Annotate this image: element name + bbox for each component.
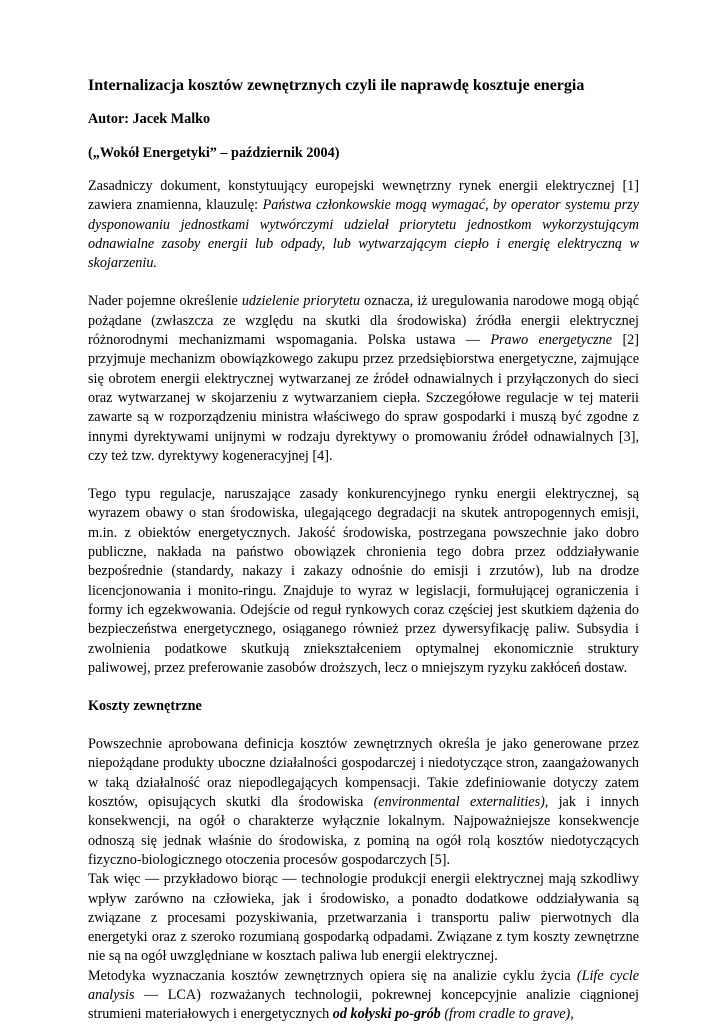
environmental-externalities-term: (environmental externalities),	[373, 794, 549, 811]
paragraph-intro-text: Zasadniczy dokument, konstytuujący europejski wewnętrzny rynek energii elektrycznej [1] zawiera znamienna, klauzulę:	[88, 178, 639, 214]
paragraph-priority-text-1: Nader pojemne określenie	[88, 293, 242, 310]
life-cycle-term: (Life cycle analysis	[88, 967, 639, 1003]
paragraph-priority	[88, 292, 639, 466]
paragraph-priority-text-2: oznacza, iż uregulowania narodowe mogą objąć pożądane (zwłaszcza ze względu na skutki dla środowiska) źródła energii elektrycznej różnorodnymi mechanizmami wspomagania. Polska ustawa —	[88, 293, 639, 349]
document-title: Internalizacja kosztów zewnętrznych czyli ile naprawdę kosztuje energia	[88, 77, 585, 94]
paragraph-methodology	[88, 967, 639, 1025]
paragraph-definition-text-2: jak i innych konsekwencji, na ogół o charakterze wyłącznie lokalnym. Najpoważniejsze konsekwencje odnoszą się jednak właśnie do środowiska, z pominą na ogół rolą kosztów niedotyczących fizyczno-biologicznego otoczenia procesów gospodarczych [5].	[88, 794, 639, 868]
author-line: Autor: Jacek Malko	[88, 111, 211, 127]
paragraph-technologies: Tak więc — przykładowo biorąc — technologie produkcji energii elektrycznej mają szkodliwy wpływ zarówno na człowieka, jak i środowisko, a ponadto dodatkowe oddziaływania są związane z procesami pozyskiwania, przetwarzania i transportu paliw pierwotnych dla energetyki oraz z szeroko rozumianą gospodarką odpadami. Związane z tym koszty zewnętrzne nie są na ogół uwzględniane w kosztach paliwa lub energii elektrycznej.	[88, 871, 639, 965]
paragraph-regulations: Tego typu regulacje, naruszające zasady konkurencyjnego rynku energii elektrycznej, są wyrazem obawy o stan środowiska, ulegającego degradacji na skutek antropogennych emisji, m.in. z obiektów energetycznych. Jakość środowiska, postrzegana powszechnie jako dobro publiczne, nakłada na państwo obowiązek chronienia tego dobra przez oddziaływanie bezpośrednie (standardy, nakazy i zakazy odnośnie do emisji i zrzutów), lub na drodze licencjonowania i monito-ringu. Znajduje to wyraz w legislacji, formułującej ograniczenia i formy ich egzekwowania. Odejście od reguł rynkowych coraz częściej jest skutkiem dążenia do bezpieczeństwa energetycznego, osiąganego również przez dywersyfikację paliw. Subsydia i zwolnienia podatkowe skutkują zniekształceniem optymalnej ekonomicznie struktury paliwowej, przez preferowanie zasobów droższych, lecz o mniejszym ryzyku zakłóceń dostaw.	[88, 486, 639, 676]
paragraph-priority-text-3: [2] przyjmuje mechanizm obowiązkowego zakupu przez przedsiębiorstwa energetyczne, zajmujące się obrotem energii elektrycznej wytwarzanej ze źródeł odnawialnych i przyłączonych do sieci oraz wytwarzanej w skojarzeniu z wytwarzaniem ciepła. Szczegółowe regulacje w tej materii zawarte są w rozporządzeniu ministra właściwego do spraw gospodarki i muszą być zgodne z innymi dyrektywami unijnymi w rodzaju dyrektywy o promowaniu źródeł odnawialnych [3], czy też tzw. dyrektywy kogeneracyjnej [4].	[88, 332, 640, 464]
paragraph-intro	[88, 177, 639, 273]
priority-term: udzielenie priorytetu	[241, 293, 361, 310]
source-line: („Wokół Energetyki” – październik 2004)	[88, 145, 340, 161]
paragraph-definition-text-1: Powszechnie aprobowana definicja kosztów zewnętrznych określa je jako generowane przez niepożądane produkty uboczne działalności gospodarczej i niedotyczące stron, zaangażowanych w taką działalność oraz niepodlegających kompensacji. Takie zdefiniowanie dotyczy zatem kosztów, opisujących skutki dla środowiska	[88, 736, 639, 811]
paragraph-intro-quote: Państwa członkowskie mogą wymagać, by operator systemu przy dysponowaniu jednostkami wytwórczymi udzielał priorytetu jednostkom wykorzystującym odnawialne zasoby energii lub odpady, lub wytwarzającym ciepło i energię elektryczną w skojarzeniu.	[88, 197, 639, 272]
energy-law-title: Prawo energetyczne	[490, 332, 613, 349]
paragraph-methodology-text-1: Metodyka wyznaczania kosztów zewnętrznych opiera się na analizie cyklu życia	[88, 967, 577, 984]
section-heading: Koszty zewnętrzne	[88, 698, 202, 715]
paragraph-methodology-text-2: — LCA) rozważanych technologii, pokrewnej koncepcyjnie analizie ciągnionej strumieni materiałowych i energetycznych	[88, 986, 639, 1023]
cradle-to-grave-english: (from cradle to grave),	[444, 1006, 574, 1023]
paragraph-definition	[88, 735, 639, 870]
document-content	[88, 76, 639, 1025]
cradle-to-grave-polish: od kołyski po-grób	[332, 1006, 441, 1023]
